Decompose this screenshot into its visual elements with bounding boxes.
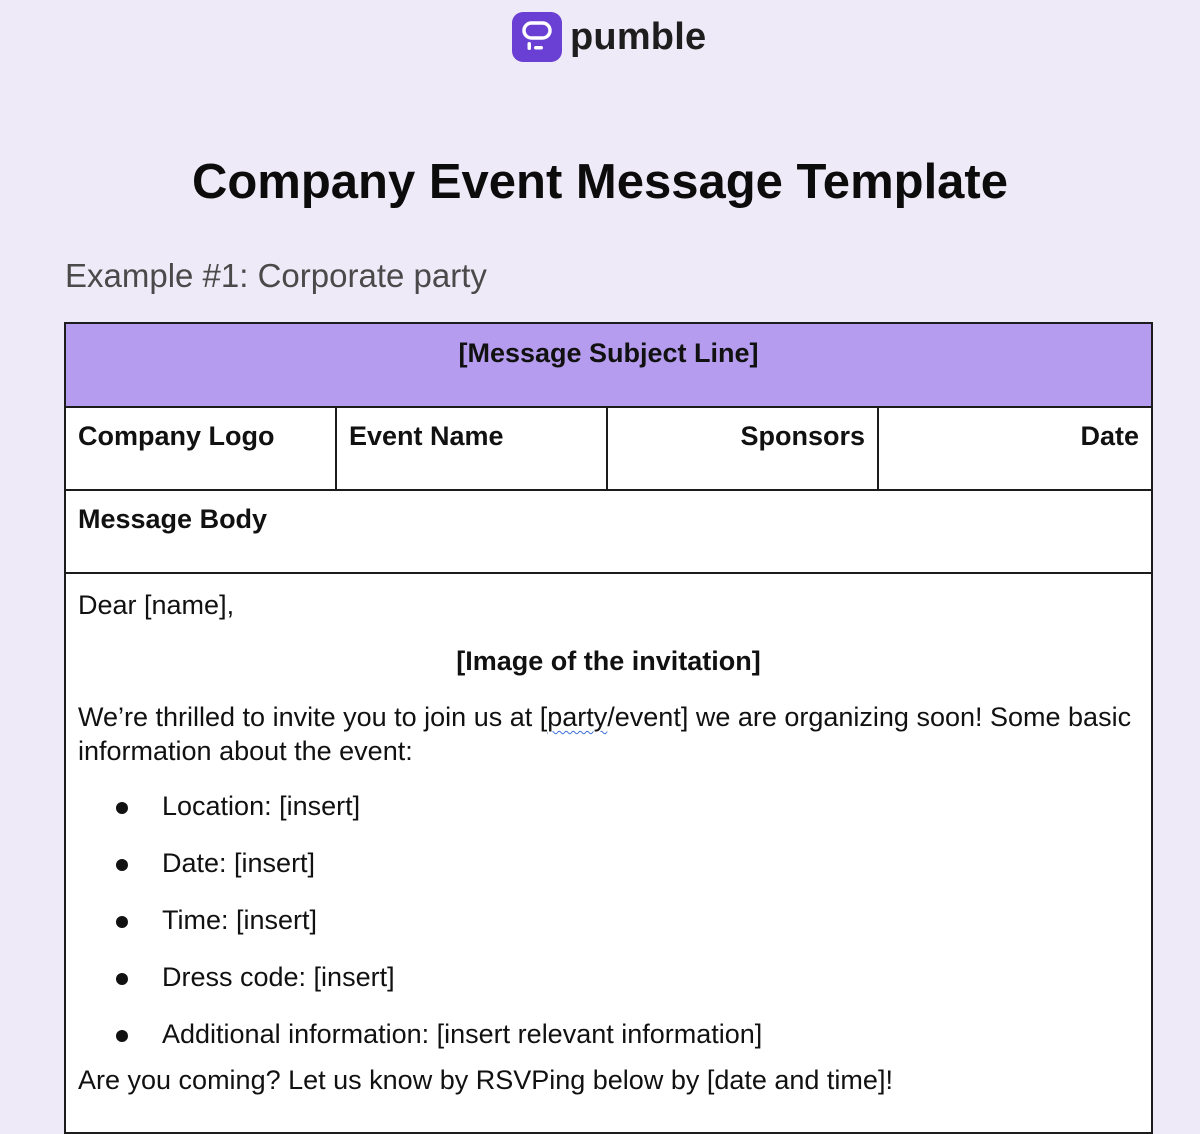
subject-line-cell: [Message Subject Line] (65, 323, 1152, 407)
date-cell: Date (878, 407, 1152, 490)
message-template-table (64, 322, 1153, 1134)
list-item-text: Dress code: [insert] (162, 962, 395, 992)
bullet-icon (116, 859, 128, 871)
intro-text-start: We’re thrilled to invite you to join us at [ (78, 702, 548, 732)
speech-bubble-icon (521, 20, 553, 54)
bullet-icon (116, 1030, 128, 1042)
intro-paragraph (78, 700, 1139, 768)
list-item-text: Location: [insert] (162, 791, 361, 821)
spellcheck-word[interactable]: party (547, 702, 608, 732)
brand-name: pumble (570, 15, 707, 58)
event-name-cell: Event Name (336, 407, 607, 490)
invitation-image-placeholder: [Image of the invitation] (456, 646, 761, 676)
list-item (116, 892, 1139, 949)
list-item (116, 1006, 1139, 1063)
pumble-logo-icon (512, 12, 562, 62)
page-title: Company Event Message Template (191, 155, 1008, 209)
list-item (116, 949, 1139, 1006)
company-logo-cell: Company Logo (65, 407, 336, 490)
subject-row (65, 323, 1152, 407)
bullet-icon (116, 802, 128, 814)
bullet-icon (116, 916, 128, 928)
intro-text-end: /event] we are organizing soon! Some basic information about the event: (78, 702, 1132, 766)
list-item-text: Time: [insert] (162, 905, 318, 935)
bullet-icon (116, 973, 128, 985)
sponsors-cell: Sponsors (607, 407, 878, 490)
header-row (65, 407, 1152, 490)
example-label: Example #1: Corporate party (65, 257, 487, 294)
body-label-row (65, 490, 1152, 573)
greeting-text: Dear [name], (78, 590, 235, 620)
list-item-text: Additional information: [insert relevant information] (162, 1019, 763, 1049)
closing-text: Are you coming? Let us know by RSVPing below by [date and time]! (78, 1065, 893, 1095)
pumble-brand-logo (512, 12, 706, 62)
list-item (116, 835, 1139, 892)
message-body-content (65, 573, 1152, 1133)
list-item-text: Date: [insert] (162, 848, 316, 878)
list-item (116, 778, 1139, 835)
event-details-list (78, 778, 1139, 1063)
message-body-label: Message Body (65, 490, 1152, 573)
body-content-row (65, 573, 1152, 1133)
